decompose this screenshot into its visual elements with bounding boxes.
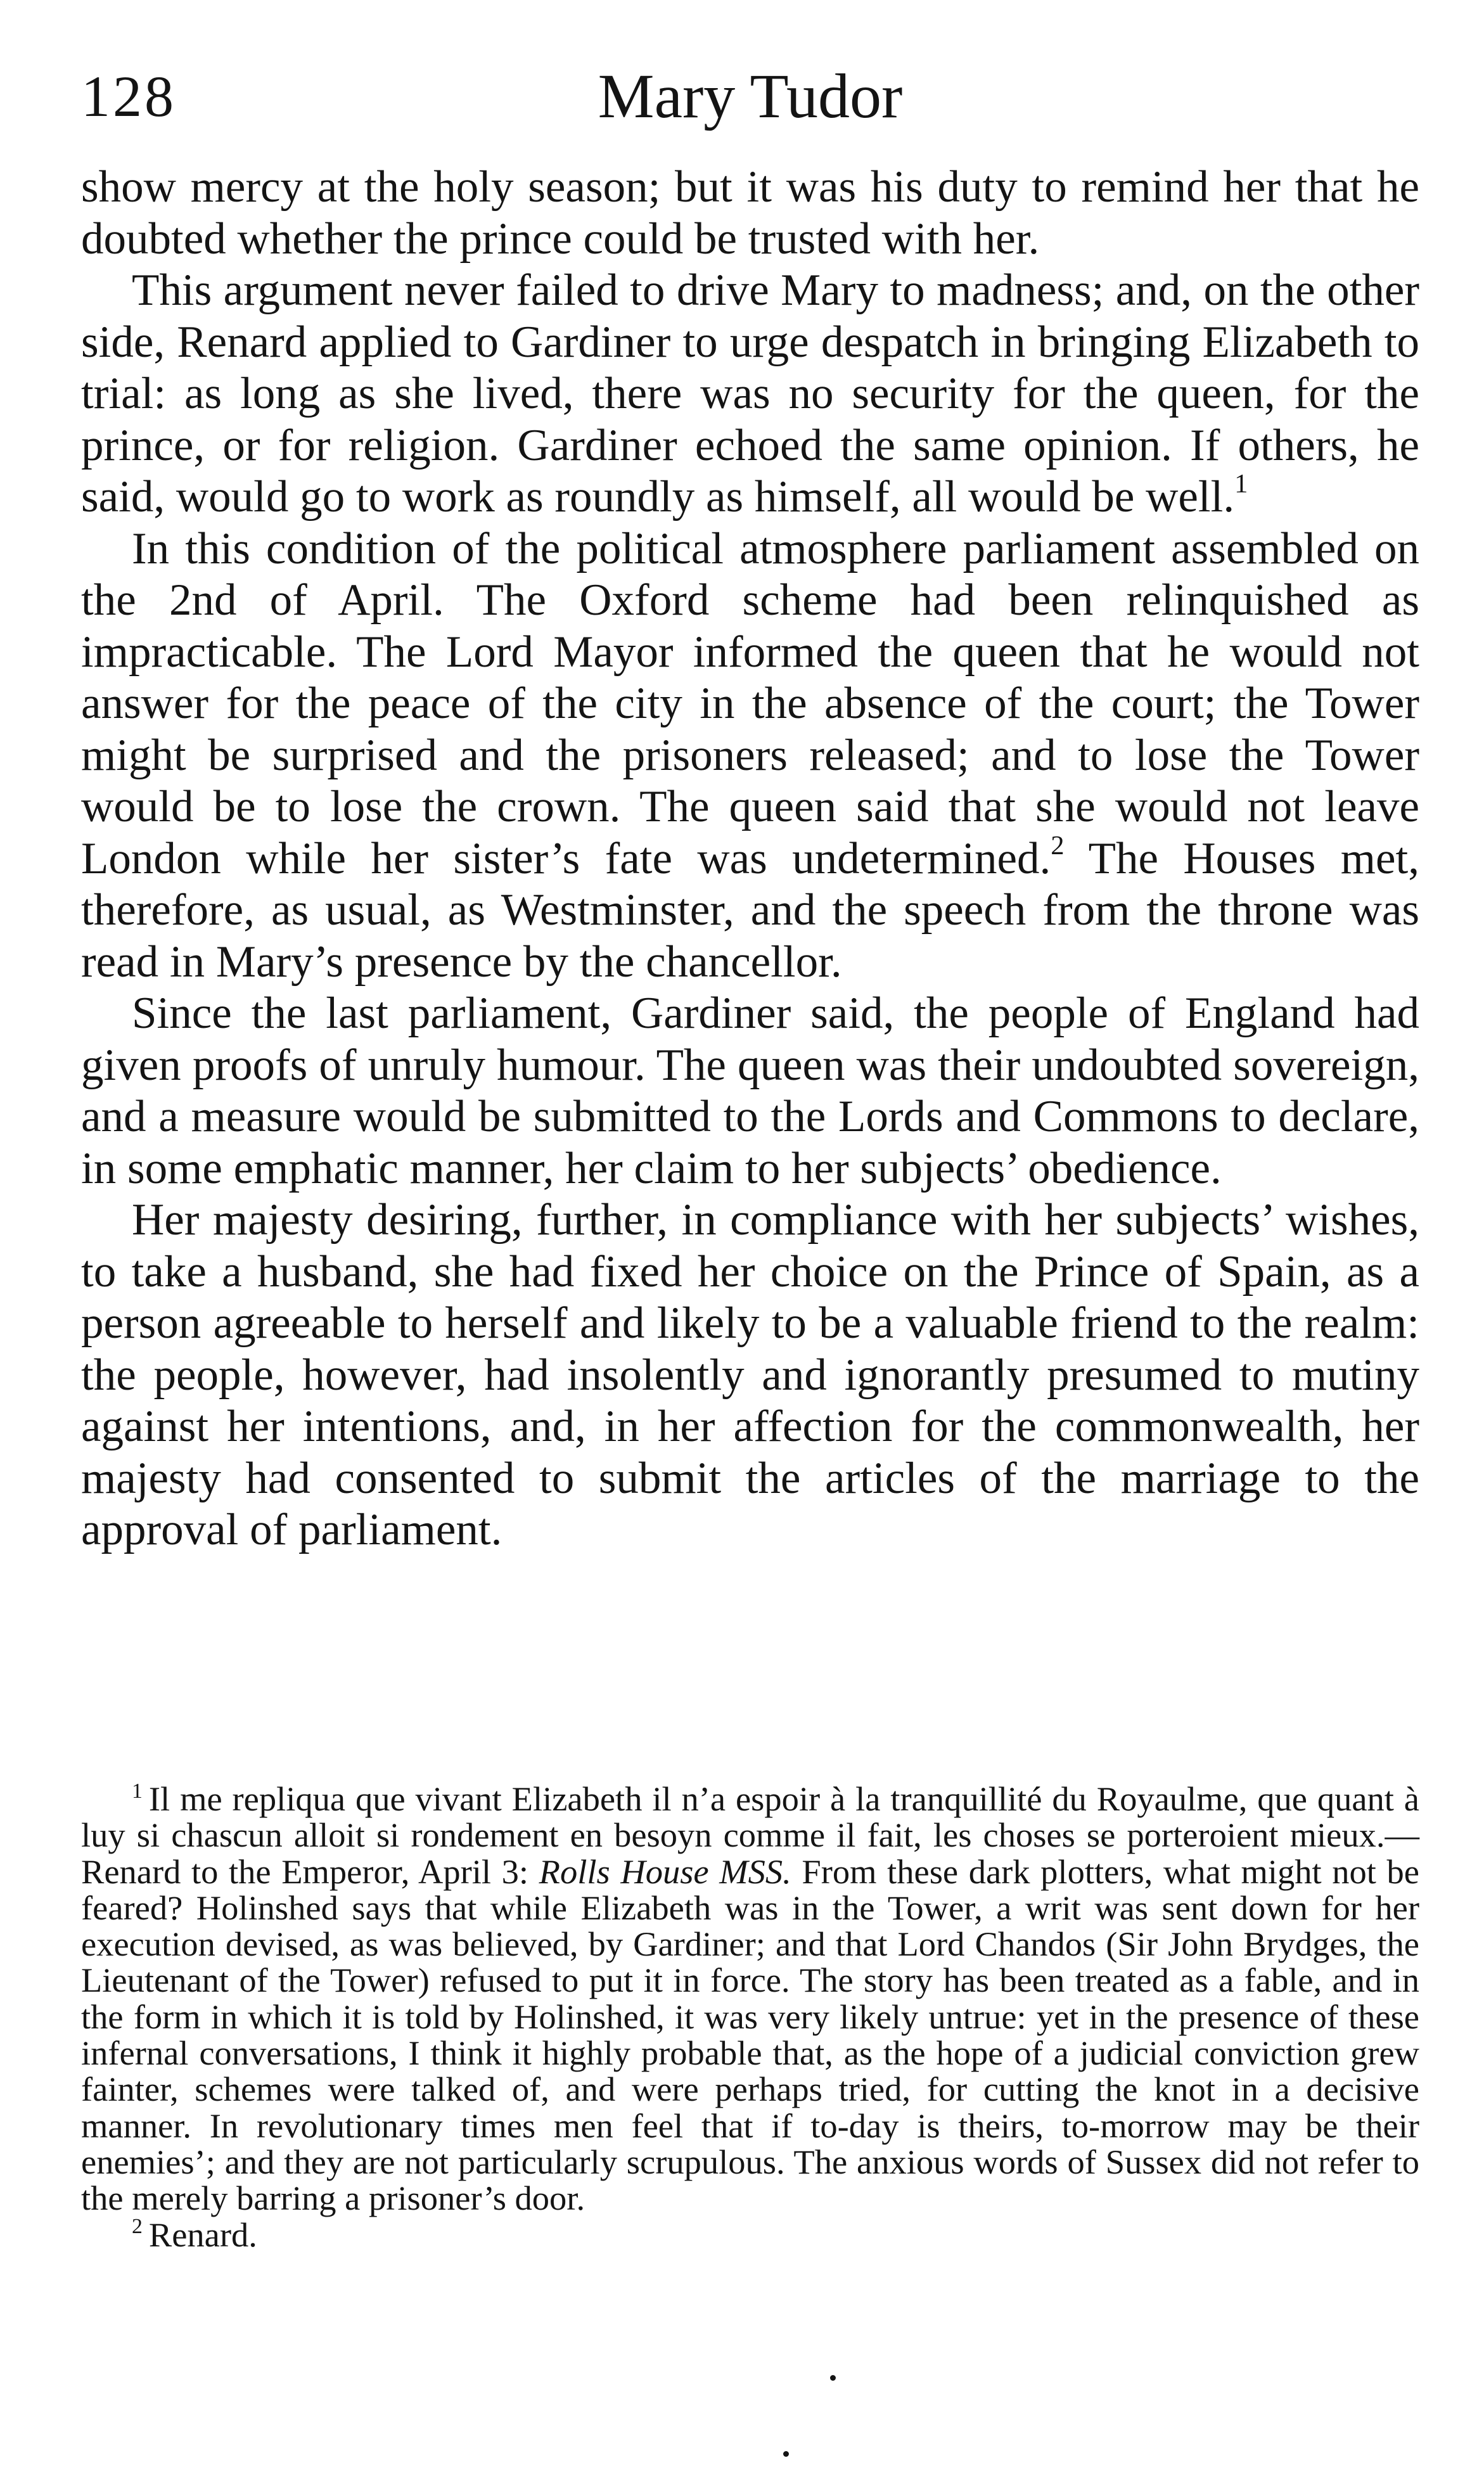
- paragraph-text: The Houses met, therefore, as usual, as Westminster, and the speech from the throne was read in Mary’s presence by the chancellor.: [81, 833, 1419, 987]
- print-speck: [830, 2375, 836, 2381]
- paragraph-text: Since the last parliament, Gardiner said, the people of England had given proofs of unruly humour. The queen was their undoubted sovereign, and a measure would be submitted to the Lords and Commons to declare, in some emphatic manner, her claim to her subjects’ obedience.: [81, 989, 1419, 1193]
- footnote-marker: 2: [132, 2215, 143, 2239]
- footnotes: [81, 1781, 1419, 2253]
- paragraph-text: This argument never failed to drive Mary to madness; and, on the other side, Renard applied to Gardiner to urge despatch in bringing Elizabeth to trial: as long as she lived, there was no security for the queen, for the prince, or for religion. Gardiner echoed the same opinion. If others, he said, would go to work as roundly as himself, all would be well.: [81, 266, 1419, 522]
- paragraph: [81, 523, 1419, 989]
- page-header: [81, 58, 1419, 134]
- footnote-text: Il me repliqua que vivant Elizabeth il n’a espoir à la tranquillité du Royaulme, que quant à luy si chascun alloit si rondement en besoyn comme il fait, les choses se porteroient mieux.—Renard to the Emperor, April 3:: [81, 1779, 1419, 1891]
- footnote-source: Rolls House MSS.: [539, 1852, 791, 1891]
- page-number: 128: [81, 64, 176, 129]
- paragraph: [81, 265, 1419, 523]
- footnote: [81, 2217, 1419, 2253]
- footnote-marker: 1: [132, 1779, 143, 1803]
- paragraph: [81, 988, 1419, 1194]
- footnote-reference: 1: [1234, 469, 1248, 499]
- paragraph-continued: [81, 162, 1419, 265]
- body-text: [81, 162, 1419, 1556]
- paragraph-text: Her majesty desiring, further, in compliance with her subjects’ wishes, to take a husband, she had fixed her choice on the Prince of Spain, as a person agreeable to herself and likely to be a valuable friend to the realm: the people, however, had insolently and ignorantly presumed to mutiny against her intentions, and, in her affection for the commonwealth, her majesty had consented to submit the articles of the marriage to the approval of parliament.: [81, 1195, 1419, 1554]
- print-speck: [783, 2451, 789, 2457]
- paragraph-text: show mercy at the holy season; but it was his duty to remind her that he doubted whether the prince could be trusted with her.: [81, 162, 1419, 264]
- footnote: [81, 1781, 1419, 2217]
- footnote-text: From these dark plotters, what might not be feared? Holinshed says that while Elizabeth was in the Tower, a writ was sent down for her execution devised, as was believed, by Gardiner; and that Lord Chandos (Sir John Brydges, the Lieutenant of the Tower) refused to put it in force. The story has been treated as a fable, and in the form in which it is told by Holinshed, it was very likely untrue: yet in the presence of these infernal conversations, I think it highly probable that, as the hope of a judicial conviction grew fainter, schemes were talked of, and were perhaps tried, for cutting the knot in a decisive manner. In revolutionary times men feel that if to-day is theirs, to-morrow may be their enemies’; and they are not particularly scrupulous. The anxious words of Sussex did not refer to the merely barring a prisoner’s door.: [81, 1852, 1419, 2218]
- paragraph-text: In this condition of the political atmosphere parliament assembled on the 2nd of April. The Oxford scheme had been relinquished as impracticable. The Lord Mayor informed the queen that he would not answer for the peace of the city in the absence of the court; the Tower might be surprised and the prisoners released; and to lose the Tower would be to lose the crown. The queen said that she would not leave London while her sister’s fate was undetermined.: [81, 523, 1419, 883]
- paragraph: [81, 1194, 1419, 1556]
- footnote-reference: 2: [1051, 830, 1065, 861]
- footnote-text: Renard.: [148, 2215, 257, 2254]
- running-title: Mary Tudor: [598, 61, 903, 131]
